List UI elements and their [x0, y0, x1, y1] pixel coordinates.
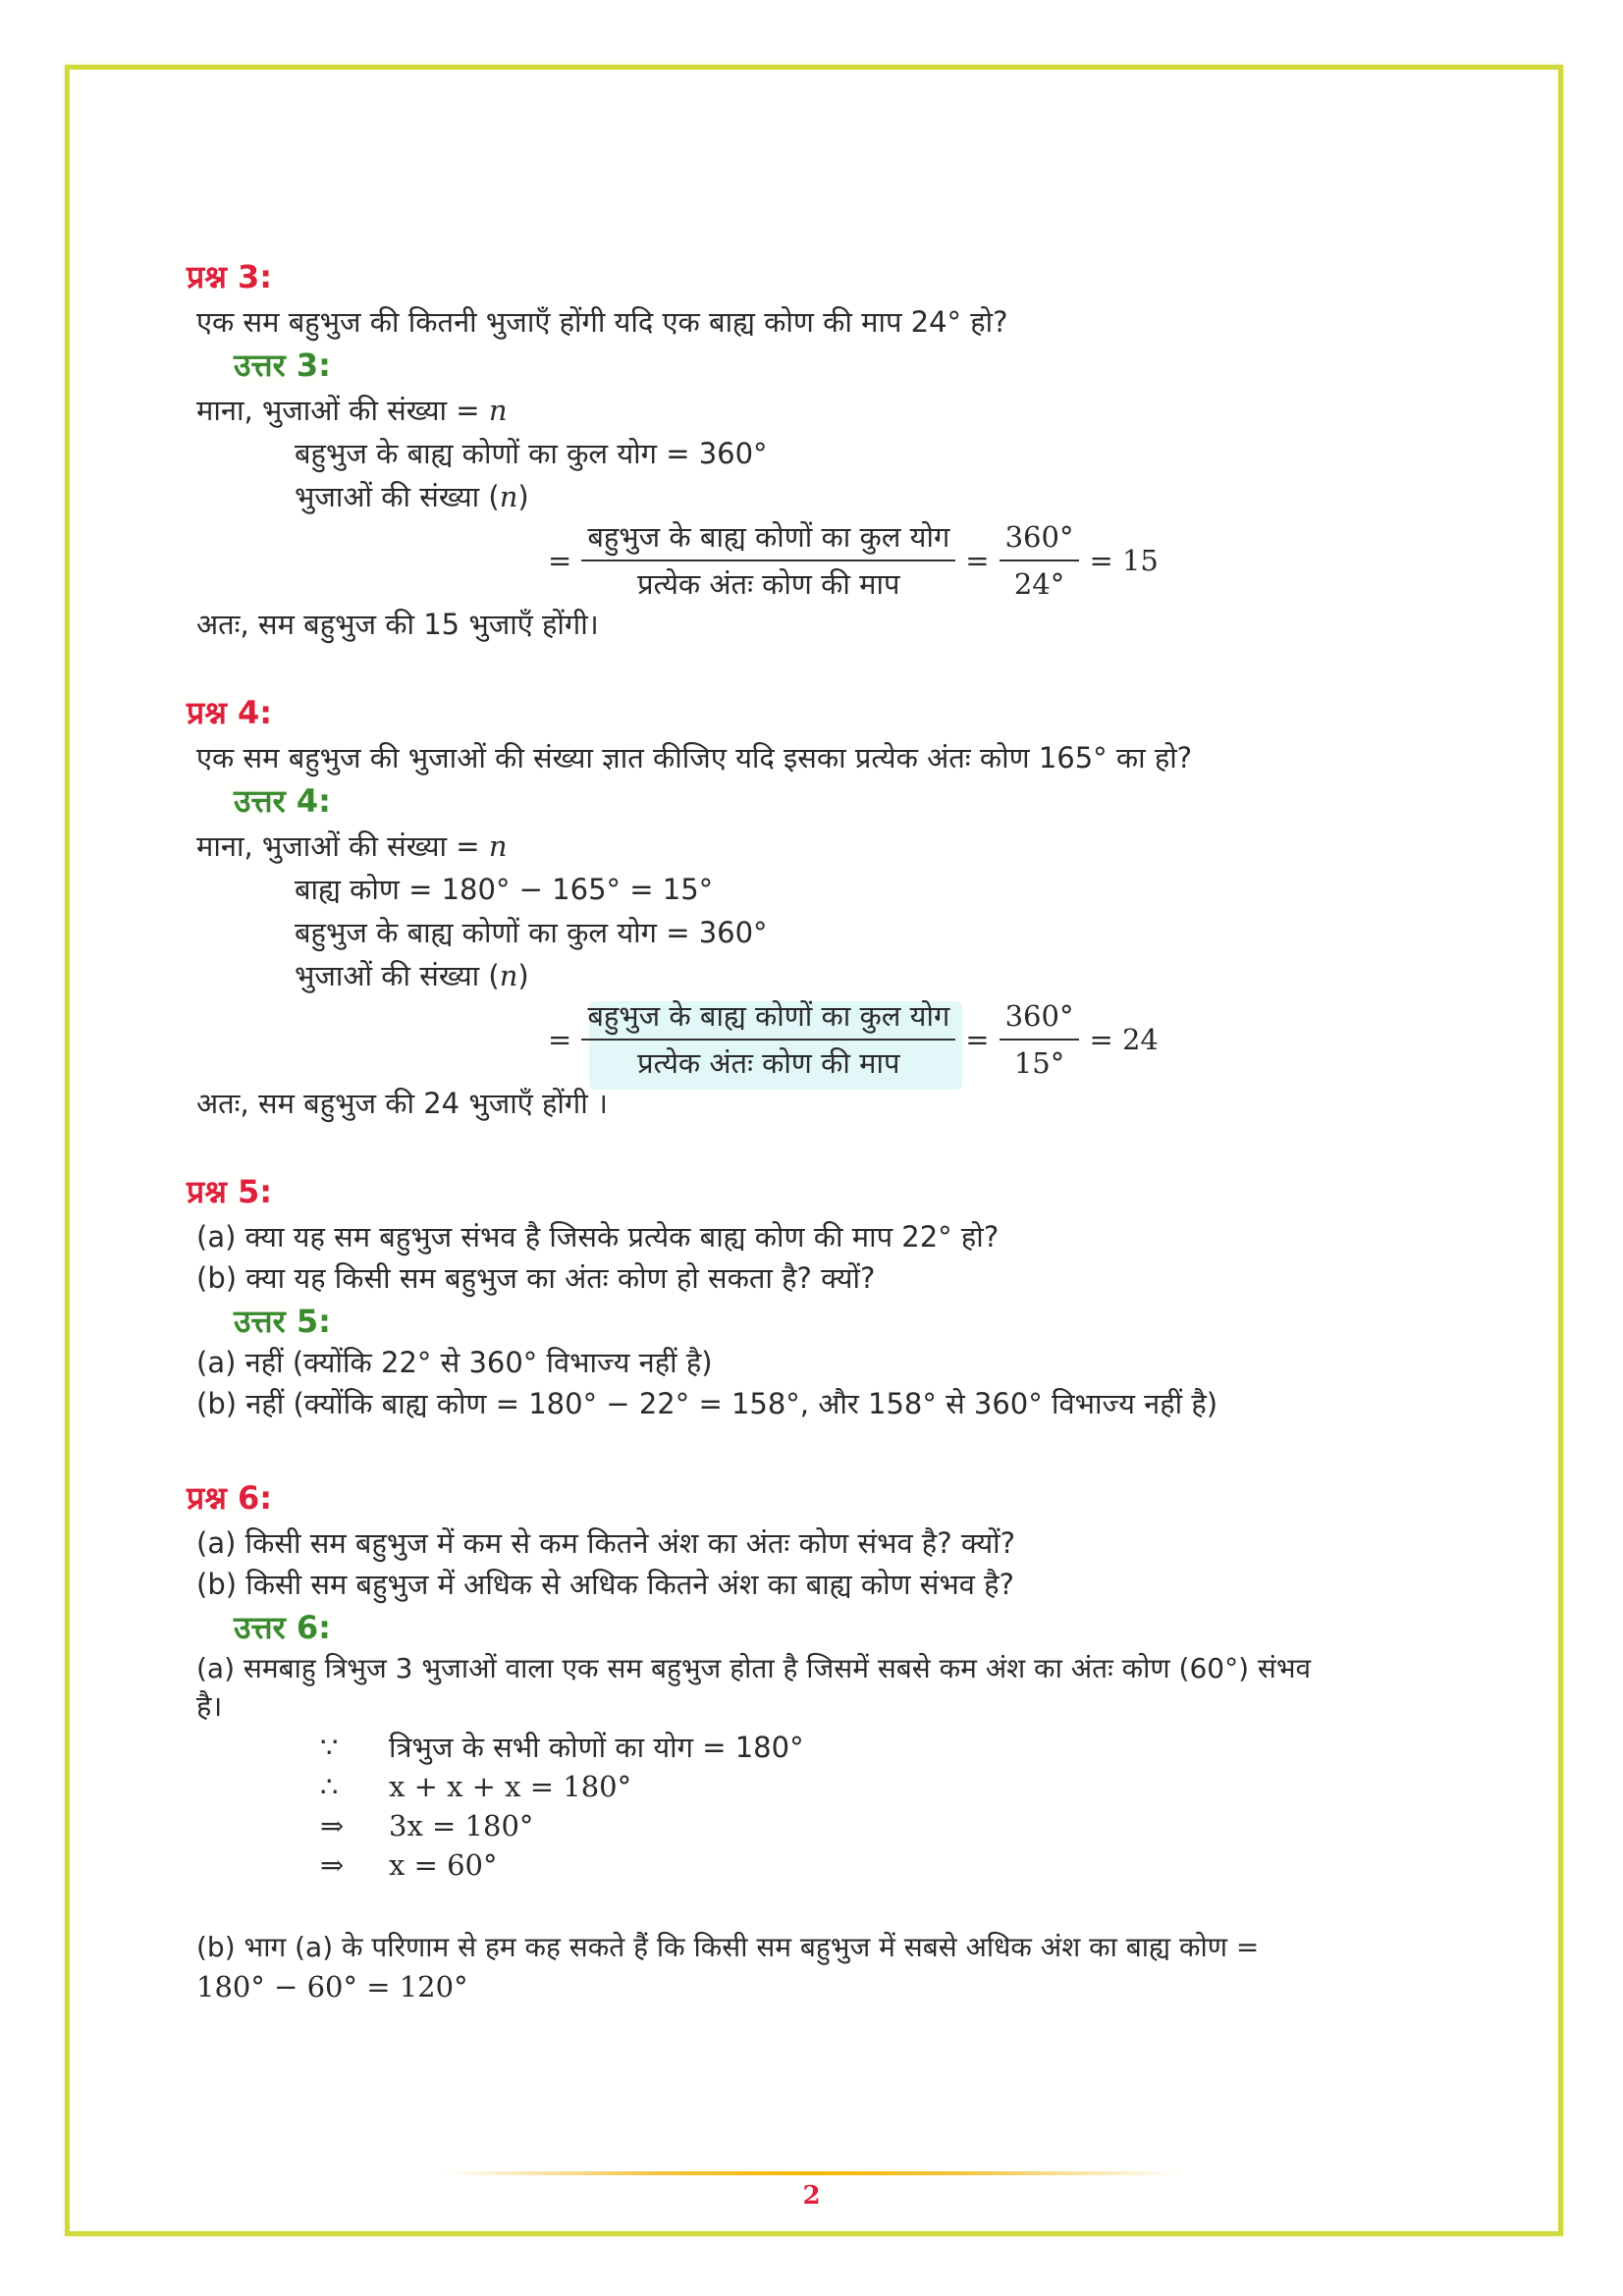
- answer-3-let: [196, 391, 508, 430]
- fraction-numerator: 360°: [1000, 518, 1080, 561]
- result: = 15: [1089, 544, 1159, 577]
- fraction-denominator: 15°: [1013, 1046, 1065, 1080]
- question-5-heading: प्रश्न 5:: [187, 1173, 273, 1210]
- fraction-denominator: 24°: [1013, 567, 1065, 601]
- answer-3-heading: उत्तर 3:: [234, 347, 331, 384]
- step-row: [320, 1728, 804, 1767]
- fraction-numerator: 360°: [1000, 997, 1080, 1041]
- result: = 24: [1089, 1023, 1159, 1056]
- answer-3-sides-var: n: [499, 480, 518, 513]
- question-6-part-a: (a) किसी सम बहुभुज में कम से कम कितने अंश का अंतः कोण संभव है? क्यों?: [196, 1526, 1016, 1560]
- question-5-part-b: (b) क्या यह किसी सम बहुभुज का अंतः कोण हो सकता है? क्यों?: [196, 1261, 876, 1295]
- answer-4-sides-label: भुजाओं की संख्या (: [295, 959, 500, 992]
- answer-3-fraction: [538, 518, 1168, 603]
- answer-3-sides: [295, 477, 529, 516]
- question-6-heading: प्रश्न 6:: [187, 1479, 273, 1517]
- step-text: x = 60°: [389, 1848, 498, 1882]
- answer-6-part-b-line1: (b) भाग (a) के परिणाम से हम कह सकते हैं कि किसी सम बहुभुज में सबसे अधिक अंश का बाह्य कोण =: [196, 1931, 1260, 1963]
- step-row: [320, 1767, 631, 1806]
- answer-6-heading: उत्तर 6:: [234, 1609, 331, 1646]
- answer-4-sides-var: n: [499, 959, 518, 992]
- answer-4-sides: [295, 956, 529, 995]
- question-3-text: एक सम बहुभुज की कितनी भुजाएँ होंगी यदि एक बाह्य कोण की माप 24° हो?: [196, 305, 1008, 339]
- implies-arrow-icon: ⇒: [320, 1848, 345, 1882]
- answer-3-let-text: माना, भुजाओं की संख्या =: [196, 394, 489, 427]
- answer-3-let-var: n: [488, 394, 508, 427]
- step-row: [320, 1806, 533, 1845]
- fraction-denominator: प्रत्येक अंतः कोण की माप: [637, 1046, 900, 1080]
- answer-6-part-a-line2: है।: [196, 1689, 223, 1723]
- answer-4-let-var: n: [488, 829, 508, 863]
- fraction-values: [1000, 997, 1080, 1082]
- answer-4-let: [196, 827, 508, 866]
- answer-5-part-a: (a) नहीं (क्योंकि 22° से 360° विभाज्य नहीं है): [196, 1346, 713, 1379]
- answer-4-conclusion: अतः, सम बहुभुज की 24 भुजाएँ होंगी ।: [196, 1087, 608, 1120]
- question-5-part-a: (a) क्या यह सम बहुभुज संभव है जिसके प्रत्येक बाह्य कोण की माप 22° हो?: [196, 1220, 1000, 1254]
- question-4-text: एक सम बहुभुज की भुजाओं की संख्या ज्ञात कीजिए यदि इसका प्रत्येक अंतः कोण 165° का हो?: [196, 741, 1193, 774]
- question-3-heading: प्रश्न 3:: [187, 258, 273, 295]
- page-number: 2: [802, 2181, 821, 2211]
- answer-4-sum-line: बहुभुज के बाह्य कोणों का कुल योग = 360°: [295, 916, 768, 949]
- answer-5-heading: उत्तर 5:: [234, 1303, 331, 1340]
- footer-divider: [442, 2171, 1178, 2175]
- equals-sign: =: [548, 544, 572, 577]
- answer-6-part-b-line2: 180° − 60° = 120°: [196, 1970, 468, 2003]
- implies-arrow-icon: ⇒: [320, 1809, 345, 1842]
- answer-4-exterior-line: बाह्य कोण = 180° − 165° = 15°: [295, 873, 714, 906]
- fraction-numerator: बहुभुज के बाह्य कोणों का कुल योग: [581, 997, 955, 1041]
- equals-sign: =: [965, 1023, 990, 1056]
- answer-4-heading: उत्तर 4:: [234, 782, 331, 820]
- answer-6-part-a-line1: (a) समबाहु त्रिभुज 3 भुजाओं वाला एक सम बहुभुज होता है जिसमें सबसे कम अंश का अंतः कोण (60°) संभव: [196, 1652, 1312, 1684]
- fraction-denominator: प्रत्येक अंतः कोण की माप: [637, 567, 900, 601]
- fraction-numerator: बहुभुज के बाह्य कोणों का कुल योग: [581, 518, 955, 561]
- answer-3-sides-close: ): [517, 480, 529, 513]
- question-6-part-b: (b) किसी सम बहुभुज में अधिक से अधिक कितने अंश का बाह्य कोण संभव है?: [196, 1568, 1014, 1601]
- step-text: 3x = 180°: [389, 1809, 534, 1842]
- fraction-words: [581, 997, 955, 1082]
- answer-4-sides-close: ): [517, 959, 529, 992]
- fraction-words: [581, 518, 955, 603]
- answer-5-part-b: (b) नहीं (क्योंकि बाह्य कोण = 180° − 22° = 158°, और 158° से 360° विभाज्य नहीं है): [196, 1387, 1218, 1420]
- step-text: त्रिभुज के सभी कोणों का योग = 180°: [389, 1731, 804, 1764]
- answer-4-fraction: [538, 997, 1168, 1082]
- answer-4-let-text: माना, भुजाओं की संख्या =: [196, 829, 489, 863]
- answer-3-sum-line: बहुभुज के बाह्य कोणों का कुल योग = 360°: [295, 437, 768, 470]
- fraction-values: [1000, 518, 1080, 603]
- because-icon: ∵: [320, 1731, 339, 1764]
- equals-sign: =: [965, 544, 990, 577]
- step-row: [320, 1845, 498, 1885]
- answer-3-conclusion: अतः, सम बहुभुज की 15 भुजाएँ होंगी।: [196, 608, 599, 641]
- therefore-icon: ∴: [320, 1770, 339, 1803]
- step-text: x + x + x = 180°: [389, 1770, 632, 1803]
- answer-3-sides-label: भुजाओं की संख्या (: [295, 480, 500, 513]
- equals-sign: =: [548, 1023, 572, 1056]
- question-4-heading: प्रश्न 4:: [187, 694, 273, 731]
